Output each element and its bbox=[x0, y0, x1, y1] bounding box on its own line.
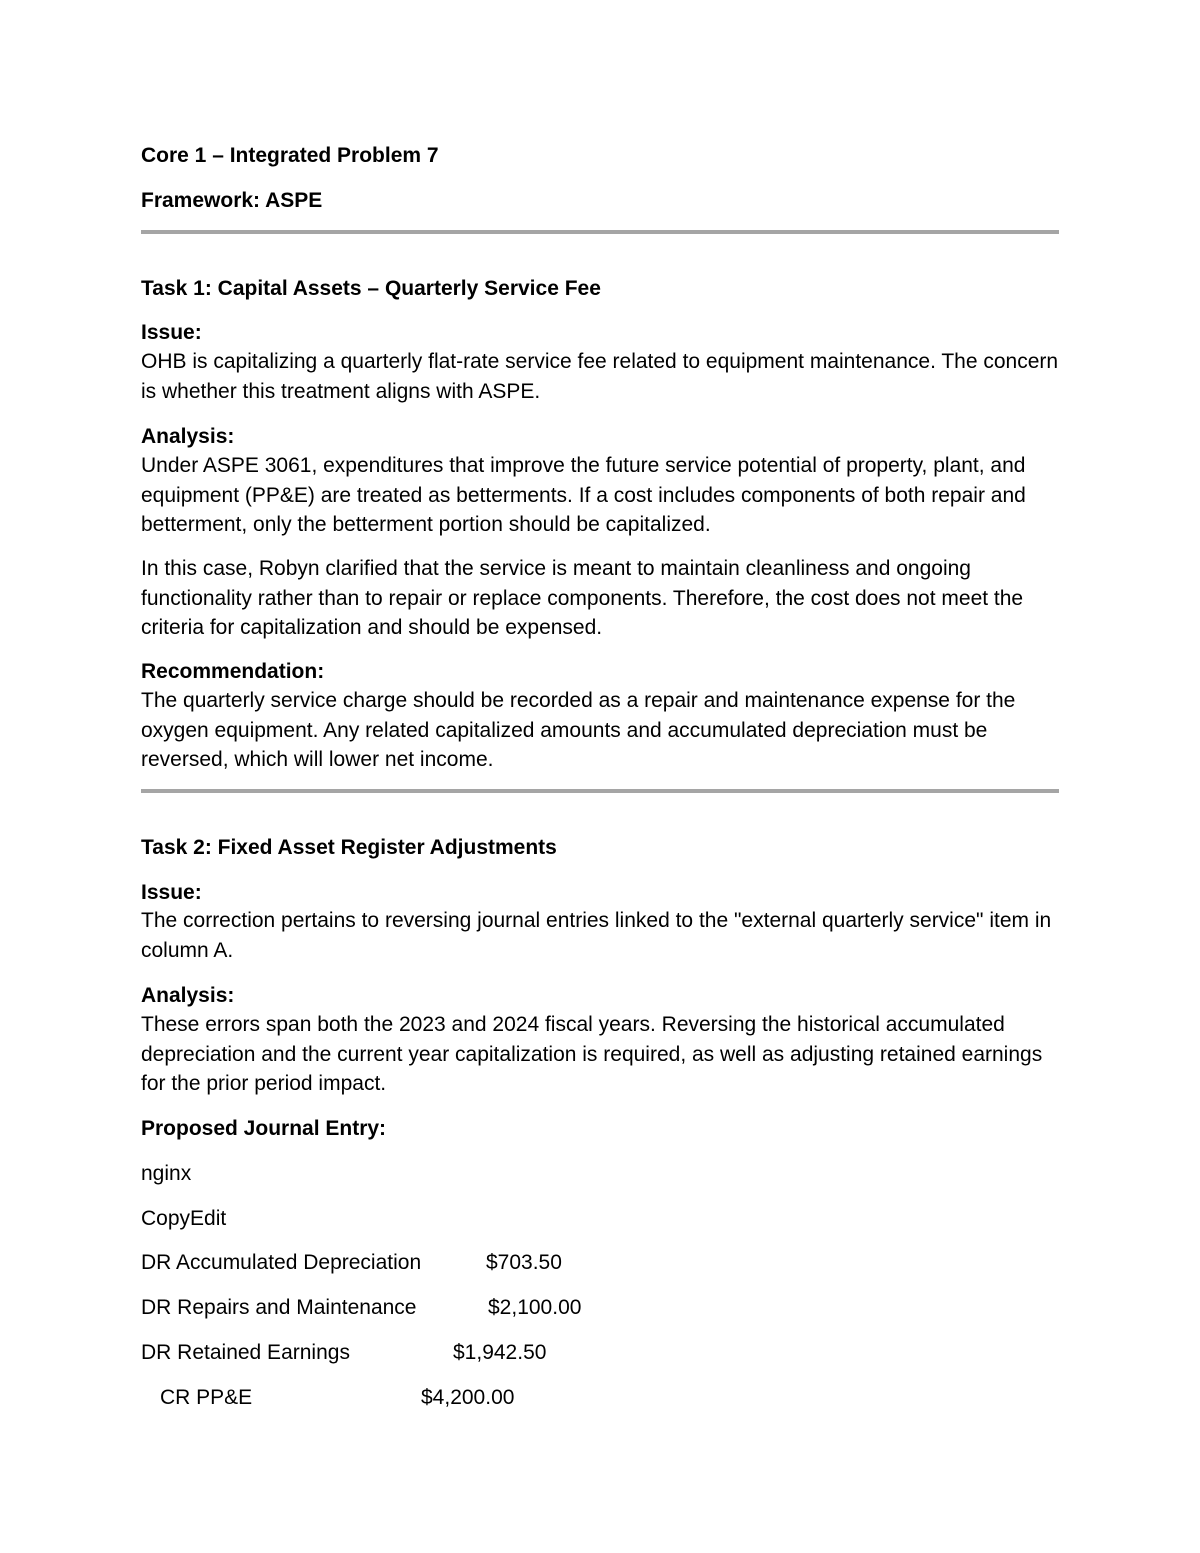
journal-entry-amount: $1,942.50 bbox=[453, 1341, 547, 1364]
journal-entry-account: DR Repairs and Maintenance bbox=[141, 1296, 417, 1319]
journal-entry-account: DR Accumulated Depreciation bbox=[141, 1251, 422, 1274]
document-title: Core 1 – Integrated Problem 7 bbox=[141, 144, 439, 167]
journal-entry-label: Proposed Journal Entry: bbox=[141, 1117, 387, 1140]
task1-recommendation-text: The quarterly service charge should be recorded as a repair and maintenance expense for the oxygen equipment. Any related capitalized amounts and accumulated depreciation must be reversed, which will lower net income. bbox=[141, 689, 1016, 771]
journal-entry-account: DR Retained Earnings bbox=[141, 1341, 350, 1364]
task1-issue-label: Issue: bbox=[141, 321, 202, 344]
journal-entry-amount: $2,100.00 bbox=[488, 1296, 582, 1319]
task1-recommendation-label: Recommendation: bbox=[141, 660, 325, 683]
task1-analysis-paragraph-1: Under ASPE 3061, expenditures that improve the future service potential of property, plant, and equipment (PP&E) are treated as betterments. If a cost includes components of both repair and betterment, only the betterment portion should be capitalized. bbox=[141, 454, 1026, 536]
task1-heading: Task 1: Capital Assets – Quarterly Service Fee bbox=[141, 277, 601, 300]
journal-entry-account: CR PP&E bbox=[160, 1386, 253, 1409]
task1-issue-text: OHB is capitalizing a quarterly flat-rate service fee related to equipment maintenance. The concern is whether this treatment aligns with ASPE. bbox=[141, 350, 1059, 403]
task2-issue-label: Issue: bbox=[141, 881, 202, 904]
journal-entry-amount: $4,200.00 bbox=[421, 1386, 515, 1409]
section-divider bbox=[141, 230, 1059, 234]
framework-label: Framework: ASPE bbox=[141, 189, 323, 212]
task2-analysis-text: These errors span both the 2023 and 2024 fiscal years. Reversing the historical accumulated depreciation and the current year capitalization is required, as well as adjusting retained earnings for the prior period impact. bbox=[141, 1013, 1043, 1095]
task2-analysis-label: Analysis: bbox=[141, 984, 235, 1007]
task1-analysis-paragraph-2: In this case, Robyn clarified that the service is meant to maintain cleanliness and ongoing functionality rather than to repair or replace components. Therefore, the cost does not meet the criteria for capitalization and should be expensed. bbox=[141, 557, 1024, 639]
code-language-label: nginx bbox=[141, 1162, 192, 1185]
task2-heading: Task 2: Fixed Asset Register Adjustments bbox=[141, 836, 557, 859]
copy-edit-label: CopyEdit bbox=[141, 1207, 227, 1230]
journal-entry-amount: $703.50 bbox=[486, 1251, 562, 1274]
section-divider bbox=[141, 789, 1059, 793]
task1-analysis-label: Analysis: bbox=[141, 425, 235, 448]
task2-issue-text: The correction pertains to reversing journal entries linked to the "external quarterly service" item in column A. bbox=[141, 909, 1052, 962]
